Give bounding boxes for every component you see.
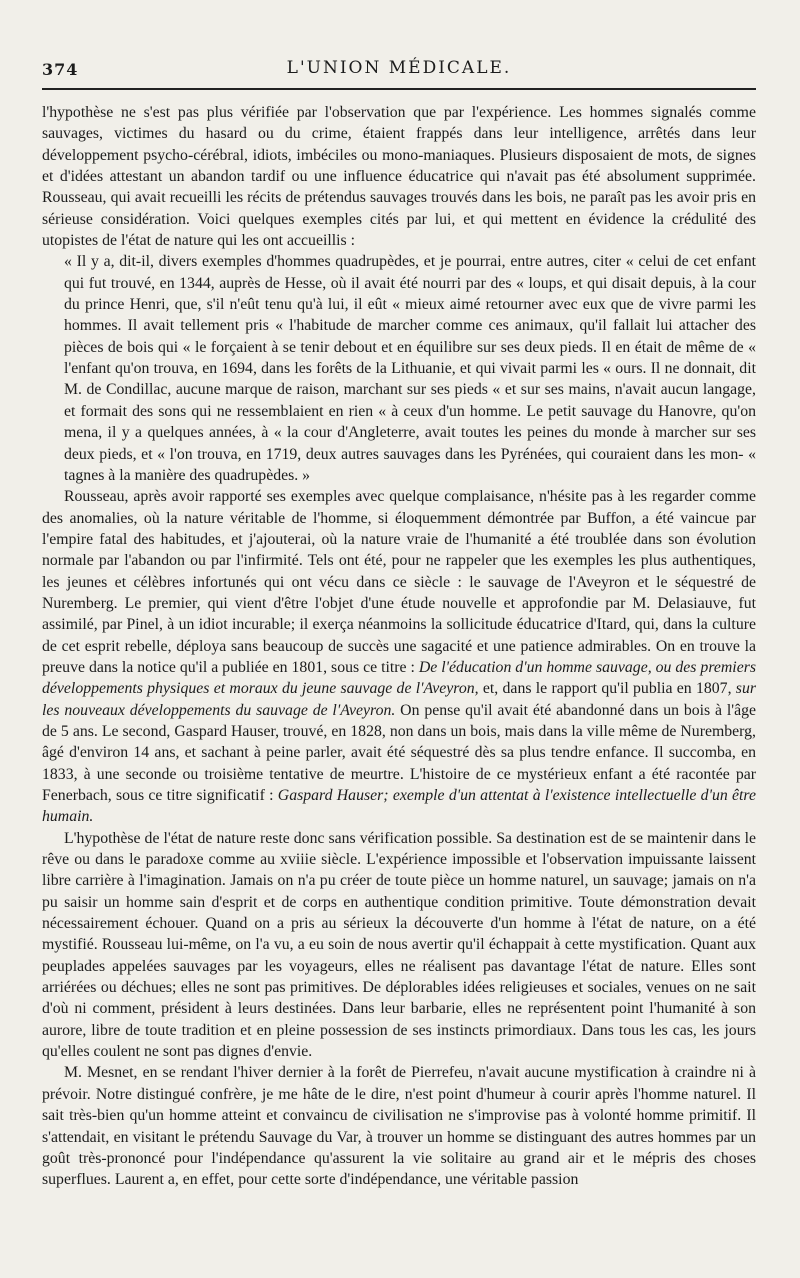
p3-title-itard-1801: De l'éducation d'un homme sauvage, ou des premiers développements physiques et moraux du jeune sauvage de l'Aveyron, xyxy=(42,658,757,698)
p3-title-hauser: Gaspard Hauser; exemple d'un attentat à l'existence intellectuelle d'un être humain. xyxy=(42,787,756,826)
page-header xyxy=(42,48,756,90)
paragraph-1: l'hypothèse ne s'est pas plus vérifiée par l'observation que par l'expérience. Les hommes signalés comme sauvages, victimes du hasard ou du crime, étaient frappés dans leur intelligence, arrêtés dans leur développement psycho-cérébral, idiots, imbéciles ou mono-maniaques. Plusieurs disposaient de mots, de signes et d'idées attestant un abandon tardif ou une influence éducatrice qui n'avait pas été absolument supprimée. Rousseau, qui avait recueilli les récits de prétendus sauvages trouvés dans les bois, ne paraît pas les avoir pris en sérieuse considération. Voici quelques exemples cités par lui, et qui mettent en évidence la crédulité des utopistes de l'état de nature qui les ont accueillis : xyxy=(42,104,756,250)
p3-text-c: On pense qu'il avait été abandonné dans un bois à l'âge de 5 ans. Le second, Gaspard Hauser, trouvé, en 1828, non dans un bois, mais dans la ville même de Nuremberg, âgé d'environ 14 ans, et sachant à peine parler, avait été séquestré dès sa plus tendre enfance. Il succomba, en 1833, à une seconde ou troisième tentative de meurtre. L'histoire de ce mystérieux enfant a été racontée par Fenerbach, sous ce titre significatif : xyxy=(42,701,756,804)
journal-title: L'UNION MÉDICALE. xyxy=(286,58,512,78)
p3-title-itard-1807: sur les nouveaux développements du sauvage de l'Aveyron. xyxy=(42,680,756,719)
article-body xyxy=(42,102,756,1191)
p3-text-b: et, dans le rapport qu'il publia en 1807, xyxy=(482,680,732,698)
paragraph-3 xyxy=(42,486,756,828)
paragraph-4: L'hypothèse de l'état de nature reste donc sans vérification possible. Sa destination est de se maintenir dans le rêve ou dans le paradoxe comme au xviiie siècle. L'expérience impossible et l'observation impuissante laissent libre carrière à l'imagination. Jamais on n'a pu créer de toute pièce un homme naturel, un sauvage; jamais on n'a pu saisir un homme sain d'esprit et de corps en authentique condition primitive. Toute démonstration devait nécessairement échouer. Quand on a pris au sérieux la découverte d'un homme à l'état de nature, on a été mystifié. Rousseau lui-même, on l'a vu, a eu soin de nous avertir qu'il échappait à cette mystification. Quant aux peuplades appelées sauvages par les voyageurs, elles ne réalisent pas davantage l'état de nature. Elles sont arriérées ou déchues; elles ne sont pas primitives. De déplorables idées religieuses et sociales, venues on ne sait d'où ni comment, président à leurs destinées. Dans leur barbarie, elles ne représentent point l'humanité à son aurore, libre de toute tradition et en pleine possession de ses instincts primordiaux. Dans tous les cas, les jours qu'elles coulent ne sont pas dignes d'envie. xyxy=(42,829,756,1061)
rousseau-quote: « Il y a, dit-il, divers exemples d'hommes quadrupèdes, et je pourrai, entre autres, citer « celui de cet enfant qui fut trouvé, en 1344, auprès de Hesse, où il avait été nourri par des « loups, et qui disait depuis, à la cour du prince Henri, que, s'il n'eût tenu qu'à lui, il eût « mieux aimé retourner avec eux que de vivre parmi les hommes. Il avait tellement pris « l'habitude de marcher comme ces animaux, qu'il fallait lui attacher des pièces de bois qui « le forçaient à se tenir debout et en équilibre sur ses deux pieds. Il en était de même de « l'enfant qu'on trouva, en 1694, dans les forêts de la Lithuanie, et qui vivait parmi les « ours. Il ne donnait, dit M. de Condillac, aucune marque de raison, marchant sur ses pieds « et sur ses mains, n'avait aucun langage, et formait des sons qui ne ressemblaient en rien « à ceux d'un homme. Le petit sauvage du Hanovre, qu'on mena, il y a quelques années, à « la cour d'Angleterre, avait toutes les peines du monde à marcher sur ses deux pieds, et « l'on trouva, en 1719, deux autres sauvages dans les Pyrénées, qui couraient dans les mon- « tagnes à la manière des quadrupèdes. » xyxy=(64,253,756,484)
p3-text-a: Rousseau, après avoir rapporté ses exemples avec quelque complaisance, n'hésite pas à les regarder comme des anomalies, où la nature véritable de l'homme, si éloquemment démontrée par Buffon, a été vaincue par l'empire fatal des habitudes, et j'ajouterai, où la nature vraie de l'humanité a été troublée dans son évolution normale par l'abandon ou par l'infirmité. Tels ont été, pour ne rappeler que les exemples les plus authentiques, les jeunes et célèbres infortunés qui ont vécu dans ce siècle : le sauvage de l'Aveyron et le séquestré de Nuremberg. Le premier, qui vient d'être l'objet d'une étude nouvelle et approfondie par M. Delasiauve, fut assimilé, par Pinel, à un idiot incurable; il exerça néanmoins la sollicitude éducatrice d'Itard, qui, dans la culture de cet esprit rebelle, déploya sans beaucoup de succès une sagacité et une patience admirables. On en trouve la preuve dans la notice qu'il a publiée en 1801, sous ce titre : xyxy=(42,488,756,676)
page-number: 374 xyxy=(42,60,79,79)
paragraph-5: M. Mesnet, en se rendant l'hiver dernier à la forêt de Pierrefeu, n'avait aucune mystification à craindre ni à prévoir. Notre distingué confrère, je me hâte de le dire, n'est point d'humeur à courir après l'homme naturel. Il sait très-bien qu'un homme atteint et convaincu de civilisation ne s'improvise pas à volonté homme primitif. Il s'attendait, en visitant le prétendu Sauvage du Var, à trouver un homme se distinguant des autres hommes par un goût très-prononcé pour l'indépendance qu'assurent la vie solitaire au grand air et le mépris des choses superflues. Laurent a, en effet, pour cette sorte d'indépendance, une véritable passion xyxy=(42,1064,756,1189)
